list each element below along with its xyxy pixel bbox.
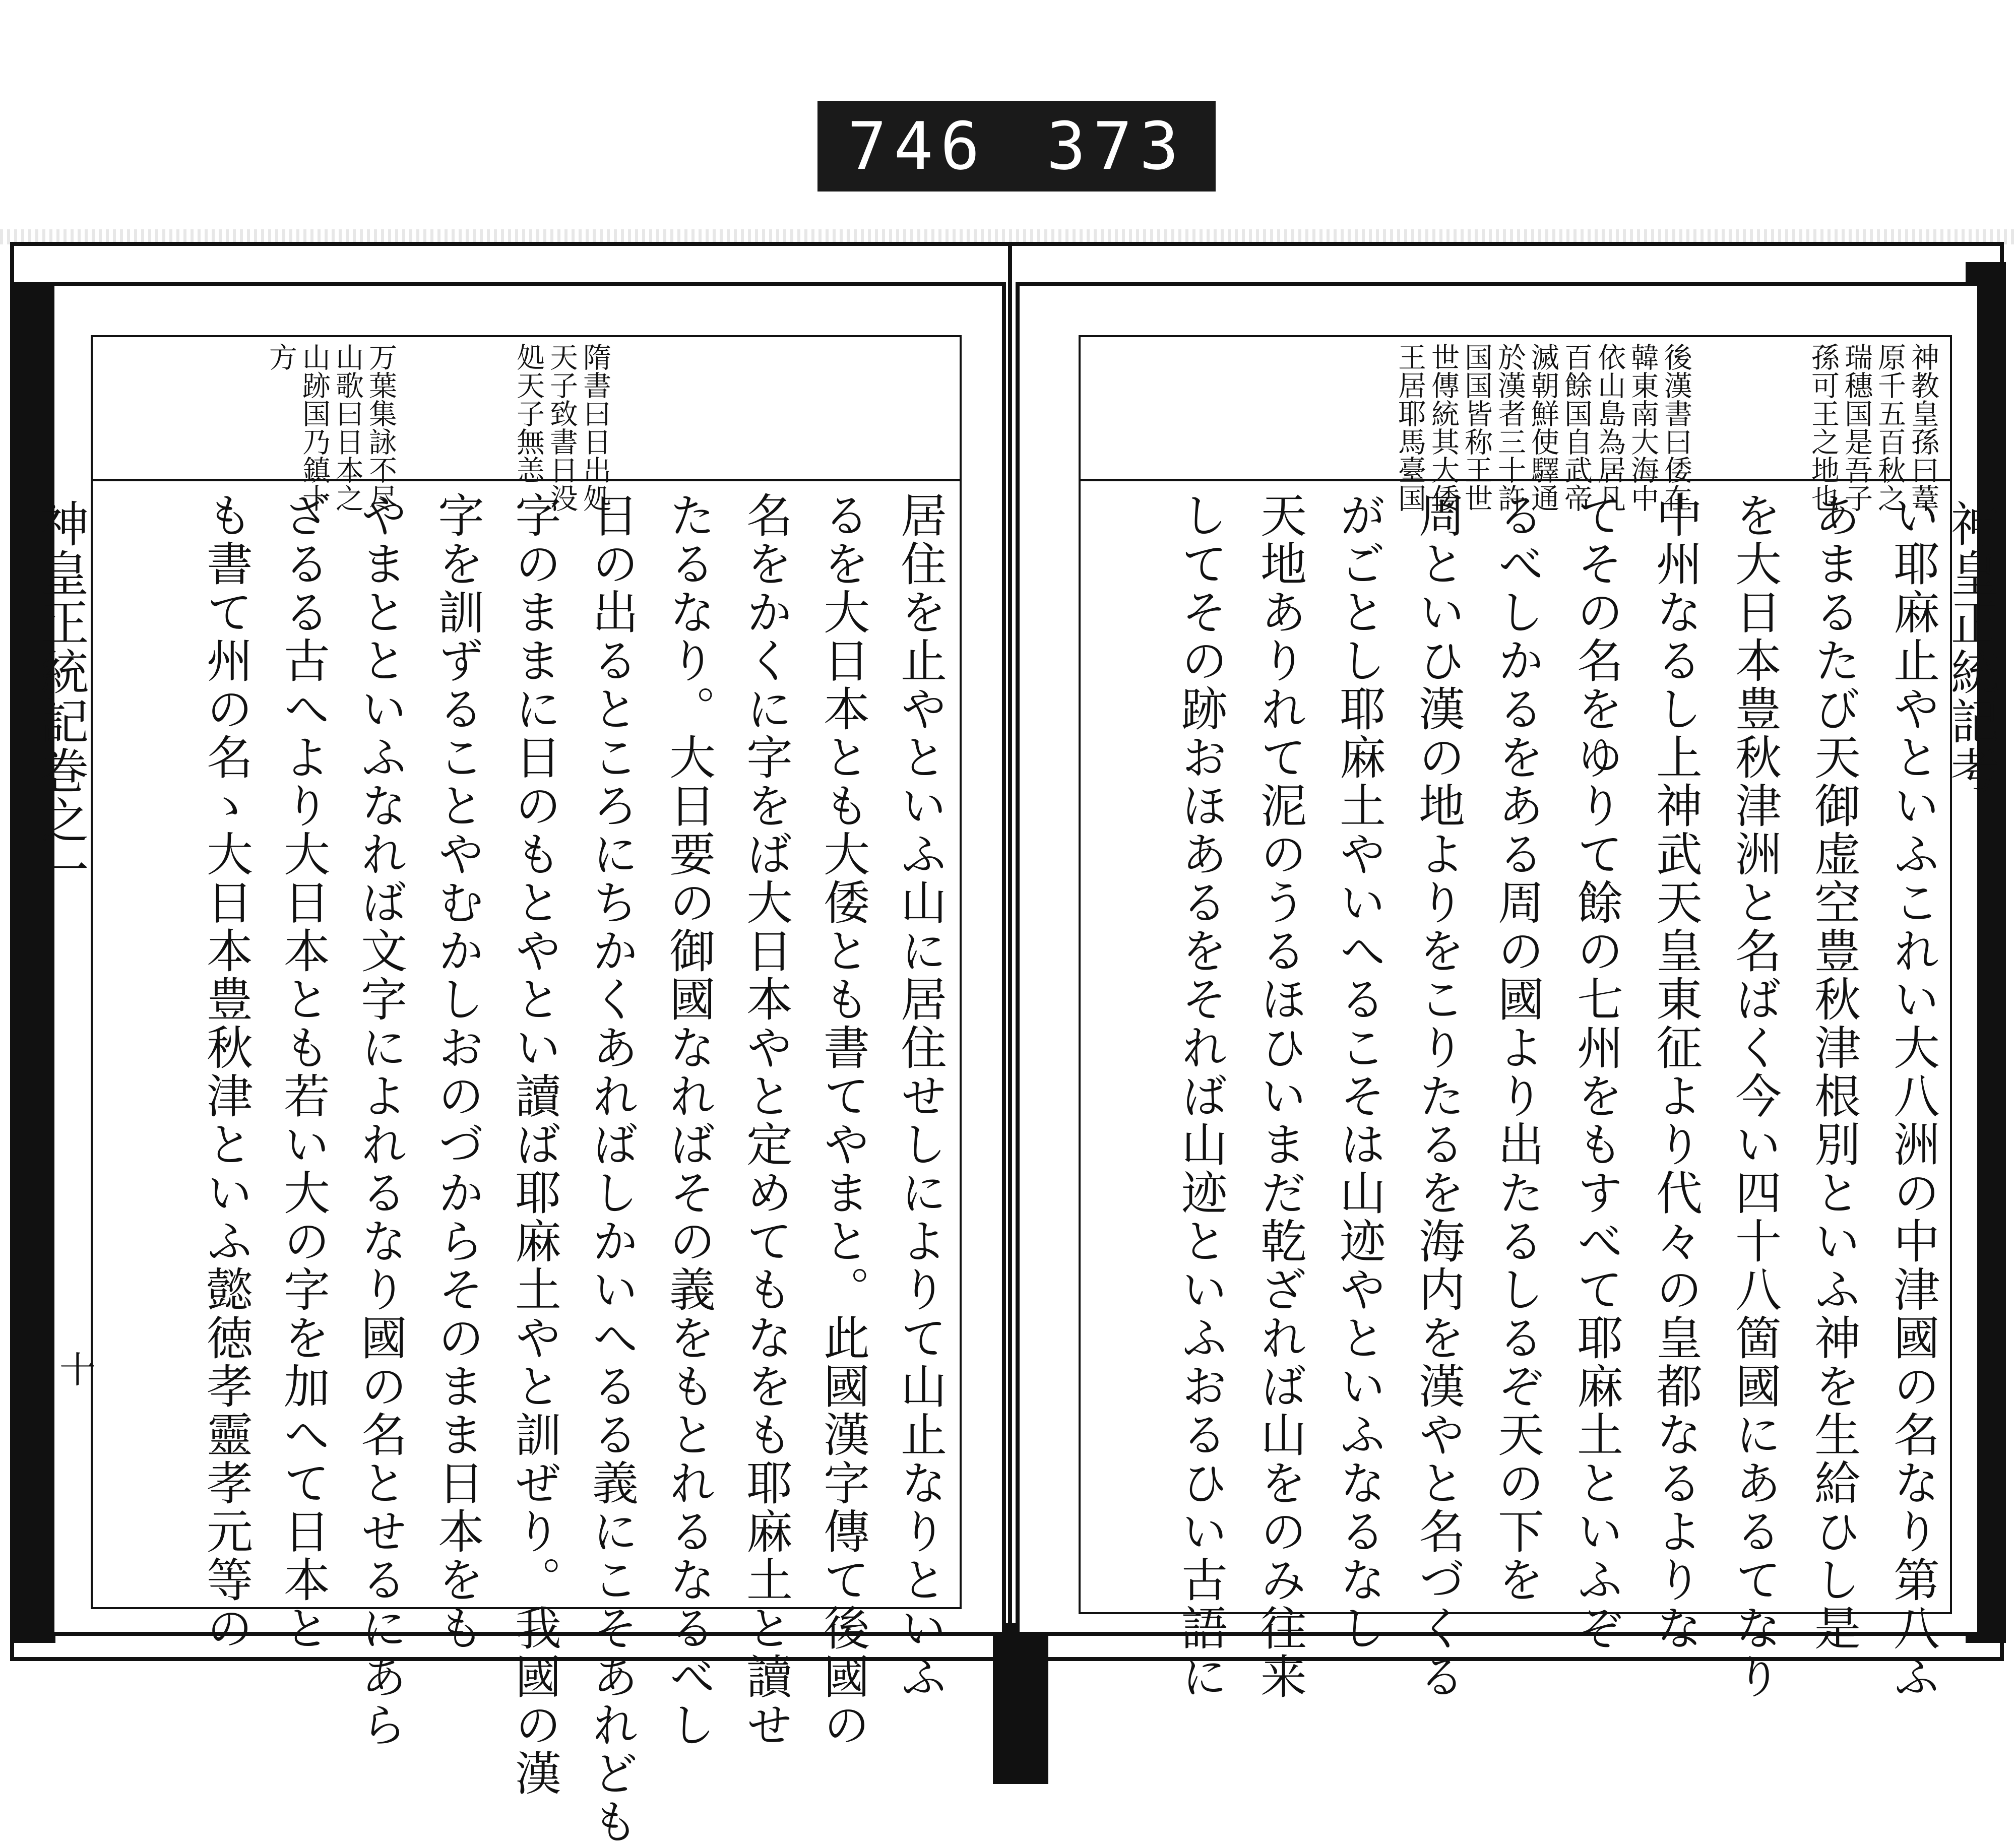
left-line-7: 字を訓ずることやむかしおのづからそのまま日本をも: [430, 491, 484, 1652]
left-line-1: 居住を止やといふ山に居住せしによりて山止なりといふ: [893, 491, 947, 1701]
left-line-3: 名をかくに字をば大日本やと定めてもなをも耶麻土と讀せ: [739, 491, 793, 1749]
right-note-col-9: 滅朝鮮使驛通: [1527, 343, 1559, 512]
archive-label: [817, 101, 1216, 192]
right-note-col-5: 後漢書曰倭在: [1660, 343, 1692, 512]
left-line-10: も書て州の名ゝ大日本豊秋津といふ懿徳孝靈孝元等の: [199, 491, 253, 1652]
archive-label-left: 746: [847, 108, 987, 184]
left-margin-title: 神皇正統記巻之一: [33, 499, 89, 894]
left-note-col-3: 処天子無恙: [512, 343, 545, 484]
left-note-col-7: 方: [265, 343, 297, 371]
left-note-col-6: 山跡国乃鎮十: [298, 343, 331, 512]
right-note-col-4: 孫可王之地也: [1807, 343, 1840, 512]
left-note-col-2: 天子致書日没: [545, 343, 578, 512]
left-line-4: たるなり。大日要の御國なればその義をもとれるなるべし: [662, 491, 716, 1749]
left-note-col-1: 隋書曰日出処: [579, 343, 611, 512]
right-line-9: 天地ありれて泥のうるほひいまだ乾ざれば山をのみ往来: [1253, 491, 1307, 1701]
gutter-bar: [993, 1623, 1048, 1784]
right-note-col-1: 神教皇孫曰葦: [1907, 343, 1939, 512]
left-line-8: やまとといふなれば文字によれるなり國の名とせるにあら: [353, 491, 407, 1749]
right-note-col-12: 世傳統其大倭: [1427, 343, 1460, 512]
right-note-col-6: 韓東南大海中: [1626, 343, 1659, 512]
right-note-col-10: 於漢者三十許: [1493, 343, 1526, 512]
right-note-col-7: 依山島為居凡: [1593, 343, 1626, 512]
right-note-col-2: 原千五百秋之: [1873, 343, 1906, 512]
left-line-9: ざるる古へより大日本とも若い大の字を加へて日本と: [276, 491, 330, 1652]
right-line-5: てその名をゆりて餘の七州をもすべて耶麻土といふぞ: [1569, 491, 1623, 1652]
right-note-col-13: 王居耶馬臺国: [1394, 343, 1426, 512]
right-line-10: してその跡おほあるをそれば山迹といふおるひい古語に: [1174, 491, 1228, 1701]
right-line-2: あまるたび天御虚空豊秋津根別といふ神を生給ひし是: [1807, 491, 1861, 1652]
left-note-col-5: 山歌曰日本之: [331, 343, 364, 512]
right-line-4: 中州なるし上神武天皇東征より代々の皇都なるよりな: [1649, 491, 1703, 1652]
right-margin-title: 神皇正統記考: [1943, 499, 1999, 795]
left-folio: 十: [53, 1351, 96, 1387]
right-note-col-3: 瑞穗国是吾子: [1840, 343, 1873, 512]
right-line-7: 周といひ漢の地よりをこりたるを海内を漢やと名づくる: [1411, 491, 1465, 1701]
right-line-6: るべしかるをある周の國より出たるしるぞ天の下を: [1490, 491, 1544, 1604]
right-line-8: がごとし耶麻土やいへるこそは山迹やといふなるなし: [1332, 491, 1386, 1652]
right-line-3: を大日本豊秋津洲と名ばく今い四十八箇國にあるてなり: [1728, 491, 1782, 1701]
left-note-col-4: 万葉集詠不尽: [364, 343, 397, 512]
archive-label-right: 373: [1046, 108, 1186, 184]
right-line-1: い耶麻止やといふこれい大八洲の中津國の名なり第八ふ: [1886, 491, 1940, 1701]
left-line-6: 字のままに日のもとやとい讀ば耶麻土やと訓ぜり。我國の漢: [508, 491, 561, 1798]
left-line-5: 日の出るところにちかくあればしかいへるる義にこそあれども: [585, 491, 639, 1846]
right-note-col-11: 国国皆称王世: [1460, 343, 1493, 512]
right-note-col-8: 百餘国自武帝: [1560, 343, 1593, 512]
left-line-2: るを大日本とも大倭とも書てやまと。此國漢字傳て後國の: [816, 491, 870, 1749]
